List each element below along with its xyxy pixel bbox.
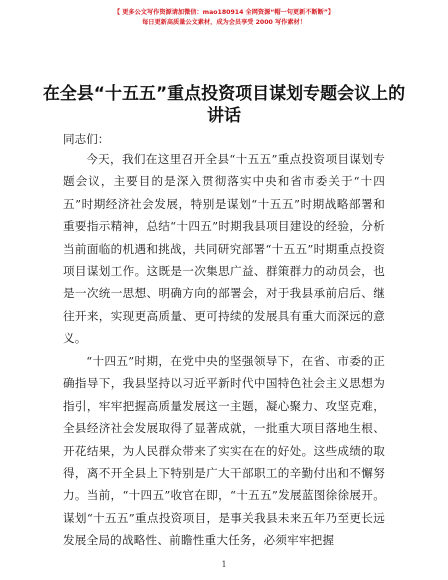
promo-banner-line-2: 每日更新高质量公文素材，成为会员享受 2000 写作素材！: [142, 19, 306, 26]
document-title: 在全县“十五五”重点投资项目谋划专题会议上的讲话: [42, 84, 406, 126]
salutation: 同志们：: [63, 132, 110, 146]
body-paragraph: 今天，我们在这里召开全县“十五五”重点投资项目谋划专题会议，主要目的是深入贯彻落实中央和省市委关于“十四五”时期经济社会发展，特别是谋划“十五五”时期战略部署和重要指示精神，总结“十四五”时期我县项目建设的经验，分析当前面临的机遇和挑战，共同研究部署“十五五”时期重点投资项目谋划工作。这既是一次集思广益、群策群力的动员会，也是一次统一思想、明确方向的部署会，对于我县承前启后、继往开来，实现更高质量、更可持续的发展具有重大而深远的意义。: [63, 152, 385, 346]
body-paragraph: “十四五”时期，在党中央的坚强领导下，在省、市委的正确指导下，我县坚持以习近平新时代中国特色社会主义思想为指引，牢牢把握高质量发展这一主题，凝心聚力、攻坚克难，全县经济社会发展取得了显著成就，一批重大项目落地生根、开花结果，为人民群众带来了实实在在的好处。这些成绩的取得，离不开全县上下特别是广大干部职工的辛勤付出和不懈努力。当前，“十四五”收官在即，“十五五”发展蓝图徐徐展开。谋划“十五五”重点投资项目，是事关我县未来五年乃至更长远发展全局的战略性、前瞻性重大任务，必须牢牢把握: [63, 354, 385, 548]
page-number: 1: [221, 560, 227, 569]
promo-banner-line-1: 【 更多公文写作资源请加微信：mao180914 全网资源“帽一句更新不断断”】: [113, 9, 335, 16]
